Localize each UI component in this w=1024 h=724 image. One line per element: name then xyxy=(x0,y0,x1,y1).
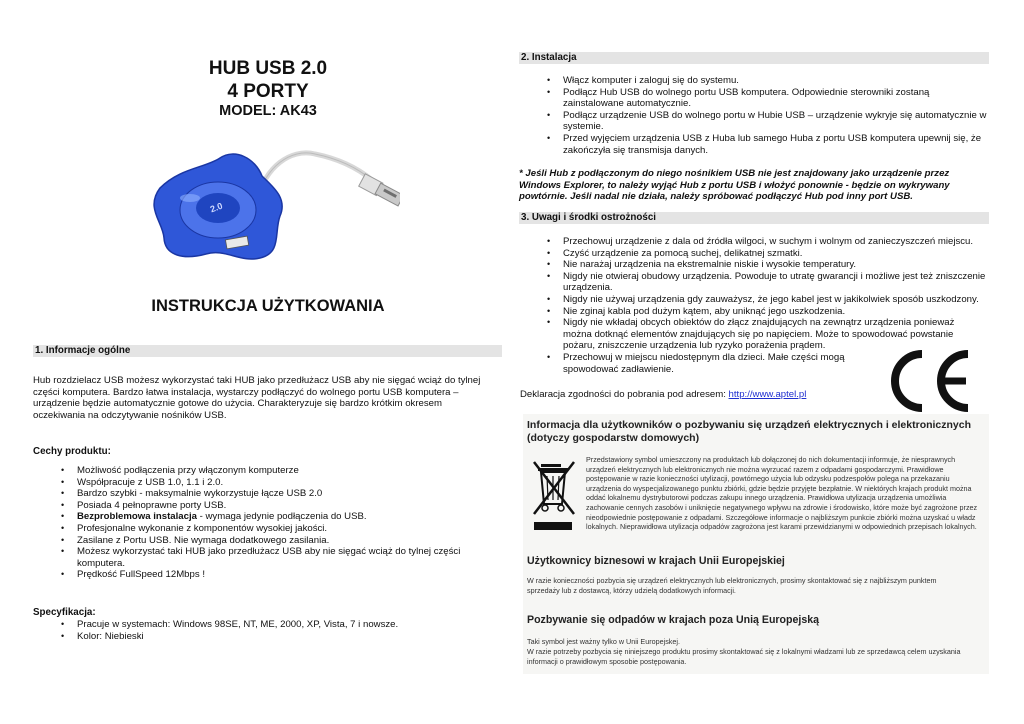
spec-label: Specyfikacja: xyxy=(33,607,96,618)
precaution-item: • Nigdy nie używaj urządzenia gdy zauważysz, że jego kabel jest w jakikolwiek sposób uszkodzony. xyxy=(563,294,989,306)
feature-item: • Profesjonalne wykonanie z komponentów wysokiej jakości. xyxy=(77,523,497,535)
model-label: MODEL: AK43 xyxy=(219,103,317,119)
precaution-item: • Nigdy nie otwieraj obudowy urządzenia. Powoduje to utratę gwarancji i możliwe jest też zniszczenie urządzenia. xyxy=(563,271,989,294)
outside-body-1: Taki symbol jest ważny tylko w Unii Europejskej. xyxy=(527,637,680,646)
section1-bar: 1. Informacje ogólne xyxy=(33,345,502,357)
spec-item: • Pracuje w systemach: Windows 98SE, NT, ME, 2000, XP, Vista, 7 i nowsze. xyxy=(77,619,497,631)
declaration-text: Deklaracja zgodności do pobrania pod adresem: xyxy=(520,389,729,400)
business-body: W razie konieczności pozbycia się urządzeń elektrycznych lub elektronicznych, prosimy skontaktować się z najbliższym punktem sprzedaży lub z dostawcą, którzy udzielą dodatkowych informacji. xyxy=(527,576,937,595)
weee-body: Przedstawiony symbol umieszczony na produktach lub dołączonej do nich dokumentacji informuje, że niesprawnych urządzeń elektrycznych lub elektronicznych nie można wyrzucać razem z odpadami gospodarczymi. Prawidłowe postępowanie w razie konieczności utylizacji, powtórnego użycia lub odzysku podzespołów polega na przekazaniu urządzenia do wyspecjalizowanego punktu zbiórki, gdzie będzie przyjęte bezpłatnie. W niektórych krajach produkt można oddać lokalnemu dystrybutorowi podczas zakupu innego urządzenia. Prawidłowa utylizacja urządzenia umożliwia zachowanie cennych zasobów i uniknięcie negatywnego wpływu na zdrowie i środowisko, które może być zagrożone przez nieodpowiednie postępowanie z odpadami. Szczegółowe informacje o najbliższym punkcie zbiórki można uzyskać u władz lokalnych. Nieprawidłowa utylizacja odpadów zagrożona jest karami przewidzianymi w odpowiednich przepisach lokalnych. xyxy=(586,455,978,532)
precaution-item: • Nie narażaj urządzenia na ekstremalnie niskie i wysokie temperatury. xyxy=(563,259,989,271)
feature-item: • Bezproblemowa instalacja - wymaga jedynie podłączenia do USB. xyxy=(77,511,497,523)
usb-plug xyxy=(359,174,400,207)
install-step: • Podłącz urządzenie USB do wolnego portu w Hubie USB – urządzenie wykryje się automatycznie w systemie. xyxy=(563,110,991,133)
outside-heading: Pozbywanie się odpadów w krajach poza Unią Europejską xyxy=(527,614,819,626)
business-heading: Użytkownicy biznesowi w krajach Unii Europejskiej xyxy=(527,555,785,567)
crossed-bin-icon xyxy=(530,458,578,536)
title-line1: HUB USB 2.0 xyxy=(208,58,328,79)
feature-item: • Zasilane z Portu USB. Nie wymaga dodatkowego zasilania. xyxy=(77,535,497,547)
declaration-link[interactable]: http://www.aptel.pl xyxy=(728,389,807,400)
install-step: • Podłącz Hub USB do wolnego portu USB komputera. Odpowiednie sterowniki zostaną zainstalowane automatycznie. xyxy=(563,87,991,110)
precaution-item: • Przechowuj urządzenie z dala od źródła wilgoci, w suchym i wolnym od zanieczyszczeń miejscu. xyxy=(563,236,989,248)
install-step: • Przed wyjęciem urządzenia USB z Huba lub samego Huba z portu USB komputera upewnij się, że zakończyła się transmisja danych. xyxy=(563,133,991,156)
instructions-heading: INSTRUKCJA UŻYTKOWANIA xyxy=(151,297,385,315)
hub-highlight xyxy=(180,194,200,202)
ce-mark-icon xyxy=(882,348,974,414)
precaution-item: • Nigdy nie wkładaj obcych obiektów do złącz znajdujących na zewnątrz urządzenia ponieważ można dotknąć elementów znajdujących się po napięciem. Może to spowodować powstanie pożaru, zniszczenie urządzenia lub ryzyko porażenia prądem. xyxy=(563,317,963,352)
spec-list xyxy=(77,619,497,642)
title-line2: 4 PORTY xyxy=(227,81,309,102)
weee-heading: Informacja dla użytkowników o pozbywaniu się urządzeń elektrycznych i elektronicznych (dotyczy gospodarstw domowych) xyxy=(527,419,972,444)
feature-item: • Współpracuje z USB 1.0, 1.1 i 2.0. xyxy=(77,477,497,489)
features-label: Cechy produktu: xyxy=(33,446,111,457)
declaration-line xyxy=(520,389,850,401)
outside-body-2: W razie potrzeby pozbycia się niniejszego produktu prosimy skontaktować się z lokalnymi władzami lub ze sprzedawcą celem uzyskania informacji o prawidłowym sposobie postępowania. xyxy=(527,647,961,666)
features-list xyxy=(77,465,497,581)
hub-logo-text: 2.0 xyxy=(208,200,224,215)
feature-item: • Prędkość FullSpeed 12Mbps ! xyxy=(77,569,497,581)
usb-hub-image xyxy=(140,128,400,278)
install-step: • Włącz komputer i zaloguj się do systemu. xyxy=(563,75,991,87)
precaution-item: • Przechowuj w miejscu niedostępnym dla dzieci. Małe części mogą spowodować zadławienie. xyxy=(563,352,858,375)
install-note: * Jeśli Hub z podłączonym do niego nośnikiem USB nie jest znajdowany jako urządzenie przez Windows Explorer, to należy wyjąć Hub z portu USB i włożyć ponownie - będzie on wykrywany powtórnie. Jeśli nadal nie działa, należy spróbować podłączyć Hub pod inny port USB. xyxy=(519,168,950,203)
install-list xyxy=(563,75,991,156)
section3-bar: 3. Uwagi i środki ostrożności xyxy=(519,212,989,224)
spec-item: • Kolor: Niebieski xyxy=(77,631,497,643)
intro-paragraph: Hub rozdzielacz USB możesz wykorzystać taki HUB jako przedłużacz USB aby nie sięgać wciąż do tylnej części komputera. Bardzo łatwa instalacja, wystarczy podłączyć do wolnego portu USB komputera – urządzenie będzie automatycznie gotowe do użycia. Charakteryzuje się bardzo krótkim okresem oczekiwania na odczytywanie nośników USB. xyxy=(33,375,481,421)
feature-item: • Bardzo szybki - maksymalnie wykorzystuje łącze USB 2.0 xyxy=(77,488,497,500)
precaution-item: • Czyść urządzenie za pomocą suchej, delikatnej szmatki. xyxy=(563,248,989,260)
precaution-item: • Nie zginaj kabla pod dużym kątem, aby uniknąć jego uszkodzenia. xyxy=(563,306,989,318)
feature-item: • Możliwość podłączenia przy włączonym komputerze xyxy=(77,465,497,477)
feature-item: • Możesz wykorzystać taki HUB jako przedłużacz USB aby nie sięgać wciąż do tylnej części komputera. xyxy=(77,546,497,569)
section2-bar: 2. Instalacja xyxy=(519,52,989,64)
weee-panel xyxy=(523,414,989,674)
feature-item: • Posiada 4 pełnoprawne porty USB. xyxy=(77,500,497,512)
